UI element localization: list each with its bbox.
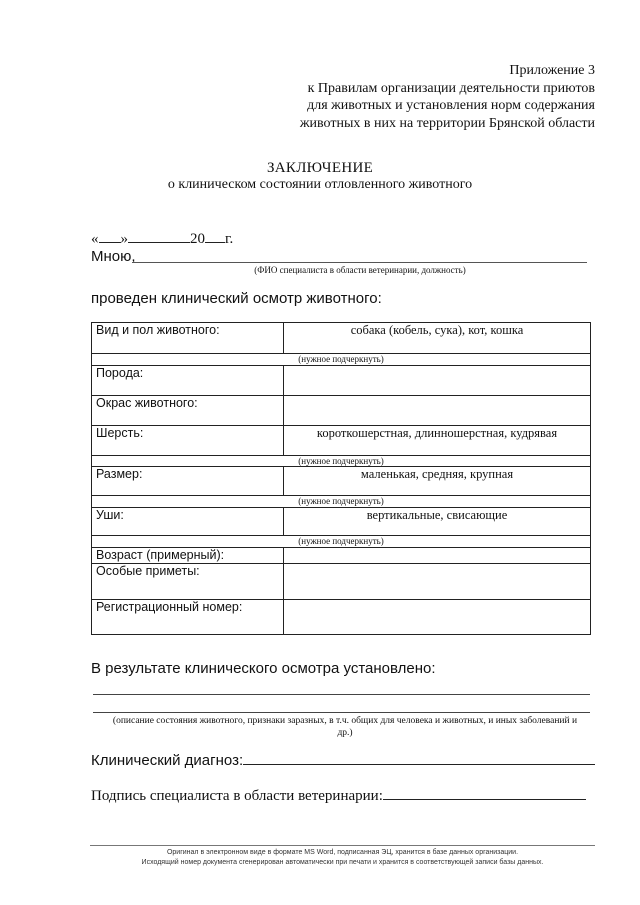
year-prefix: 20 [190, 231, 205, 247]
registration-number-label: Регистрационный номер: [92, 600, 284, 635]
year-suffix: г. [225, 231, 234, 247]
fur-label: Шерсть: [92, 426, 284, 456]
footer-divider [90, 845, 595, 846]
signature-line[interactable] [383, 787, 586, 800]
date-close-quote: » [120, 231, 128, 247]
color-value-cell[interactable] [284, 396, 591, 426]
breed-label: Порода: [92, 366, 284, 396]
color-label: Окрас животного: [92, 396, 284, 426]
special-marks-label: Особые приметы: [92, 564, 284, 600]
year-blank[interactable] [205, 230, 225, 243]
ears-label: Уши: [92, 508, 284, 536]
date-field[interactable] [91, 230, 233, 248]
result-label: В результате клинического осмотра установлено: [91, 660, 436, 677]
document-title: ЗАКЛЮЧЕНИЕ [266, 160, 374, 176]
ears-value[interactable]: вертикальные, свисающие [284, 508, 591, 536]
description-caption: (описание состояния животного, признаки заразных, в т.ч. общих для человека и животных, и иных заболеваний и др.) [112, 716, 578, 738]
size-value[interactable]: маленькая, средняя, крупная [284, 467, 591, 496]
appendix-number: Приложение 3 [509, 63, 595, 78]
registration-number-cell[interactable] [284, 600, 591, 635]
signature-label: Подпись специалиста в области ветеринарии: [91, 788, 383, 804]
exam-statement: проведен клинический осмотр животного: [91, 290, 382, 307]
appendix-line: к Правилам организации деятельности приютов [307, 80, 595, 96]
month-blank[interactable] [128, 230, 190, 243]
footer-line-1: Оригинал в электронном виде в формате MS Word, подписанная ЭЦ, хранится в базе данных организации. [166, 849, 519, 856]
species-value[interactable]: собака (кобель, сука), кот, кошка [284, 323, 591, 354]
specialist-caption: (ФИО специалиста в области ветеринарии, должность) [254, 265, 466, 275]
footer-line-2: Исходящий номер документа сгенерирован автоматически при печати и хранится в соответствующей записи базы данных. [141, 859, 544, 866]
appendix-block [240, 62, 595, 132]
underline-note: (нужное подчеркнуть) [92, 456, 591, 467]
document-subtitle: о клиническом состоянии отловленного животного [167, 177, 473, 192]
age-label: Возраст (примерный): [92, 548, 284, 564]
result-line-1[interactable] [93, 694, 590, 695]
diagnosis-line[interactable] [243, 752, 595, 765]
breed-value-cell[interactable] [284, 366, 591, 396]
underline-note: (нужное подчеркнуть) [92, 496, 591, 508]
day-blank[interactable] [99, 230, 121, 243]
size-label: Размер: [92, 467, 284, 496]
underline-note: (нужное подчеркнуть) [92, 536, 591, 548]
appendix-line: для животных и установления норм содержания [307, 98, 595, 113]
specialist-label: Мною, [91, 248, 136, 265]
result-line-2[interactable] [93, 712, 590, 713]
diagnosis-row [91, 752, 595, 769]
diagnosis-label: Клинический диагноз: [91, 752, 244, 769]
appendix-line: животных в них на территории Брянской области [299, 115, 595, 131]
animal-info-table [91, 322, 591, 635]
date-open-quote: « [91, 231, 99, 247]
fur-value[interactable]: короткошерстная, длинношерстная, кудрявая [284, 426, 591, 456]
signature-row [91, 787, 586, 805]
footer-note [90, 848, 595, 868]
species-label: Вид и пол животного: [92, 323, 284, 354]
special-marks-cell[interactable] [284, 564, 591, 600]
specialist-name-line[interactable] [132, 262, 587, 263]
age-value-cell[interactable] [284, 548, 591, 564]
underline-note: (нужное подчеркнуть) [92, 354, 591, 366]
